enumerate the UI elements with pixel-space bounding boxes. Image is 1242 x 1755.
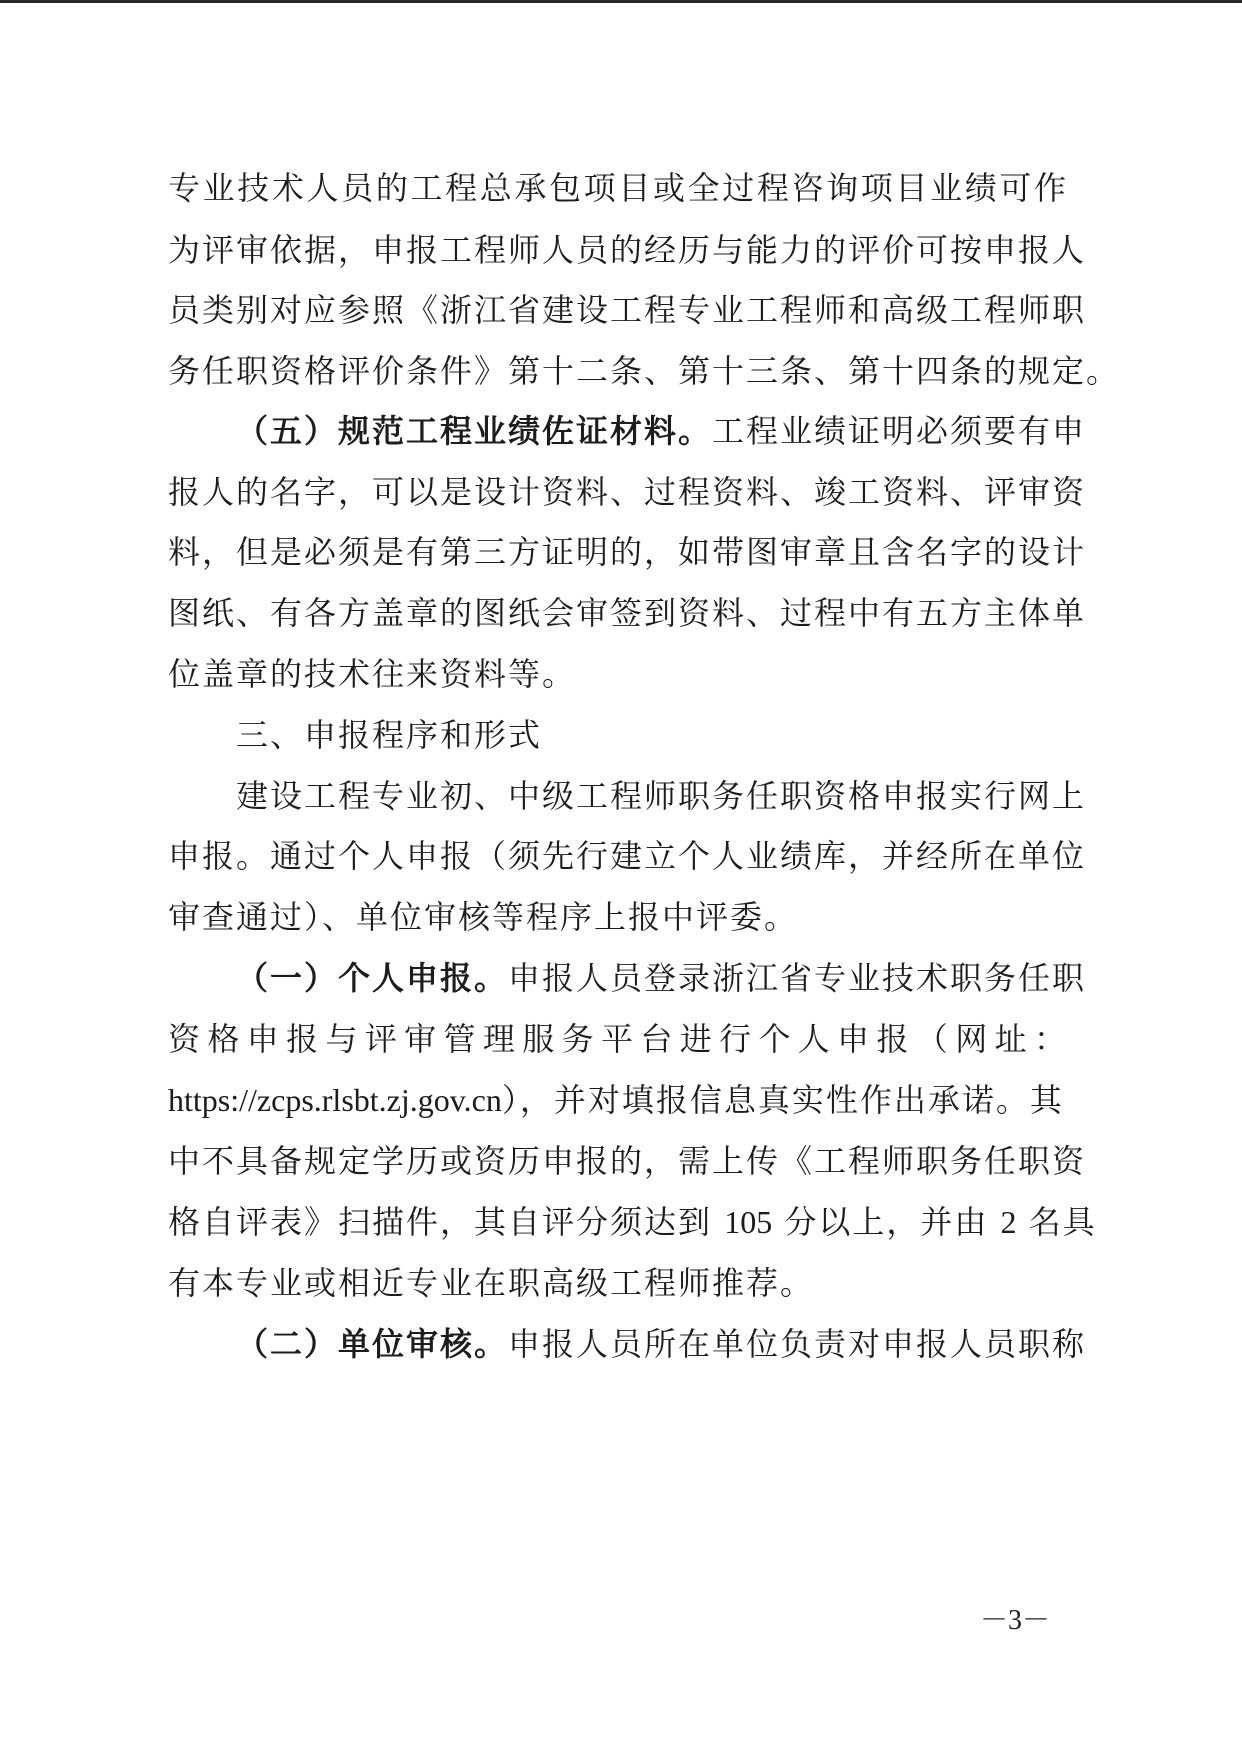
paragraph-first-line (168, 411, 1087, 451)
paragraph-text: ），并对填报信息真实性作出承诺。其 (501, 1081, 1064, 1119)
subsection-title: （五）规范工程业绩佐证材料。 (236, 412, 713, 450)
paragraph-line: 审查通过）、单位审核等程序上报中评委。 (168, 898, 799, 936)
recommender-count: 2 (1000, 1204, 1017, 1240)
top-edge-rule (0, 0, 1242, 3)
paragraph-line: 专业技术人员的工程总承包项目或全过程咨询项目业绩可作 (168, 169, 1068, 207)
section-heading: 三、申报程序和形式 (236, 716, 543, 754)
paragraph-line: 申报。通过个人申报（须先行建立个人业绩库，并经所在单位 (168, 837, 1087, 875)
paragraph-text: 工程业绩证明必须要有申 (712, 412, 1087, 450)
paragraph-line: 务任职资格评价条件》第十二条、第十三条、第十四条的规定。 (168, 352, 1121, 390)
paragraph-line: 员类别对应参照《浙江省建设工程专业工程师和高级工程师职 (168, 291, 1087, 329)
paragraph-first-line (168, 1324, 1087, 1364)
paragraph-line: 有本专业或相近专业在职高级工程师推荐。 (168, 1264, 815, 1302)
paragraph-text: 分以上，并由 (784, 1203, 989, 1241)
paragraph-first-line: 建设工程专业初、中级工程师职务任职资格申报实行网上 (236, 777, 1087, 815)
score-threshold: 105 (724, 1204, 773, 1240)
paragraph-line (168, 1080, 1068, 1120)
subsection-title: （一）个人申报。 (236, 959, 509, 997)
paragraph-text: 申报人员登录浙江省专业技术职务任职 (508, 959, 1087, 997)
platform-url-link[interactable]: https://zcps.rlsbt.zj.gov.cn (168, 1082, 502, 1118)
paragraph-text: 格自评表》扫描件，其自评分须达到 (168, 1203, 713, 1241)
subsection-title: （二）单位审核。 (236, 1325, 509, 1363)
paragraph-line: 为评审依据，申报工程师人员的经历与能力的评价可按申报人 (168, 231, 1087, 269)
page-number: －3－ (980, 1605, 1051, 1636)
paragraph-text: 名具 (1028, 1203, 1097, 1241)
paragraph-line: 资格申报与评审管理服务平台进行个人申报（网址： (168, 1020, 1068, 1058)
paragraph-line: 料，但是必须是有第三方证明的，如带图审章且含名字的设计 (168, 533, 1087, 571)
paragraph-line: 中不具备规定学历或资历申报的，需上传《工程师职务任职资 (168, 1142, 1087, 1180)
paragraph-line: 图纸、有各方盖章的图纸会审签到资料、过程中有五方主体单 (168, 594, 1087, 632)
paragraph-line: 报人的名字，可以是设计资料、过程资料、竣工资料、评审资 (168, 473, 1087, 511)
paragraph-line: 位盖章的技术往来资料等。 (168, 655, 577, 693)
paragraph-first-line (168, 958, 1087, 998)
paragraph-line (168, 1202, 1097, 1242)
paragraph-text: 申报人员所在单位负责对申报人员职称 (508, 1325, 1087, 1363)
